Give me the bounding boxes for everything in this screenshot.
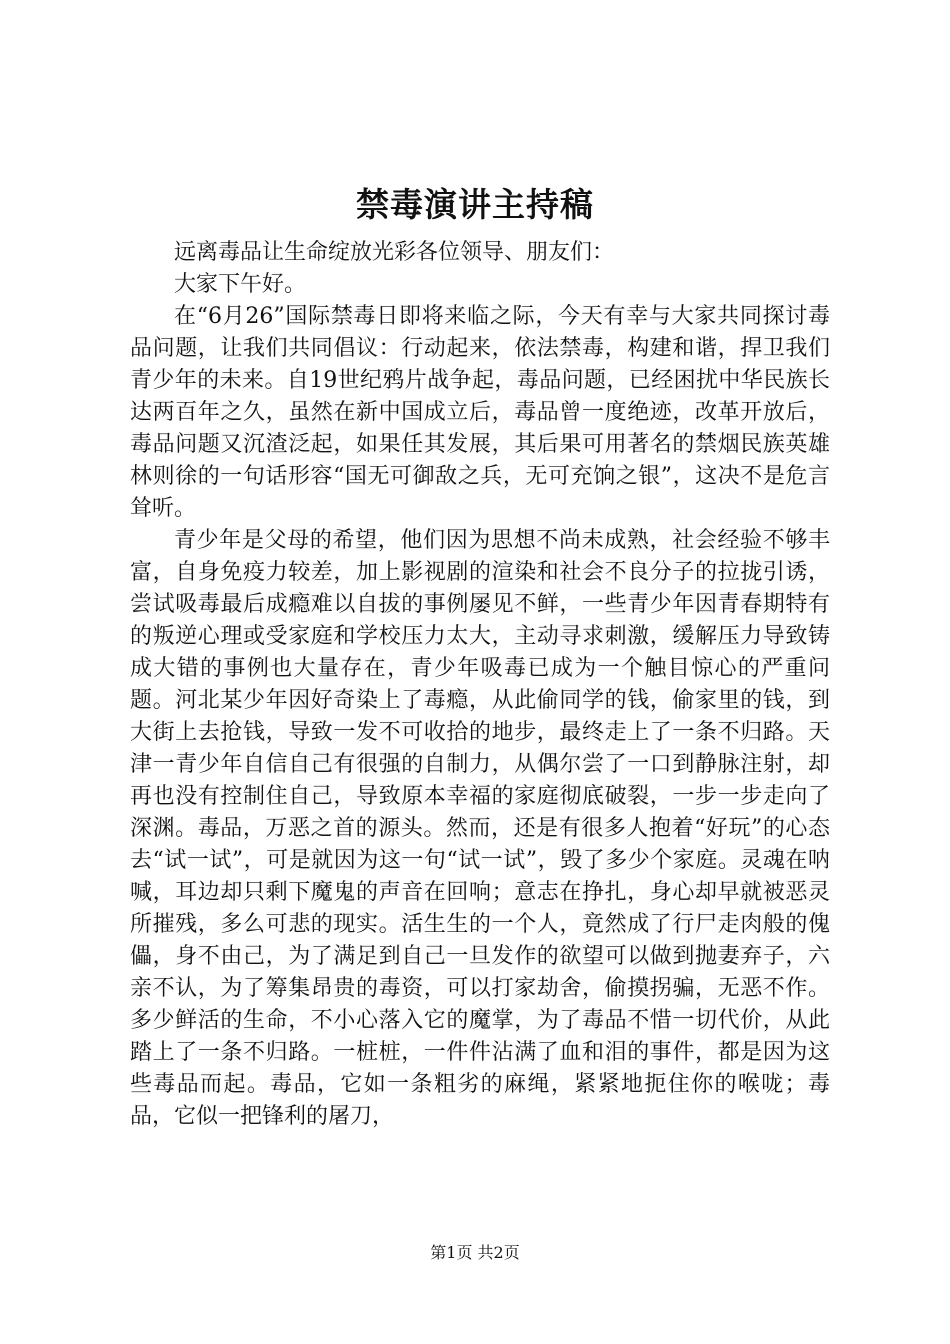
document-title: 禁毒演讲主持稿 [356, 185, 594, 224]
paragraph-intro: 在“6月26”国际禁毒日即将来临之际，今天有幸与大家共同探讨毒品问题，让我们共同倡议：行动起来，依法禁毒，构建和谐，捍卫我们青少年的未来。自19世纪鸦片战争起，毒品问题，已经困扰中华民族长达两百年之久，虽然在新中国成立后，毒品曾一度绝迹，改革开放后，毒品问题又沉渣泛起，如果任其发展，其后果可用著名的禁烟民族英雄林则徐的一句话形容“国无可御敌之兵，无可充饷之银”，这决不是危言耸听。 [130, 304, 830, 521]
paragraph-subtitle-greeting: 远离毒品让生命绽放光彩各位领导、朋友们： [174, 240, 615, 265]
paragraph-youth: 青少年是父母的希望，他们因为思想不尚未成熟，社会经验不够丰富，自身免疫力较差，加上影视剧的渲染和社会不良分子的拉拢引诱，尝试吸毒最后成瘾难以自拔的事例屡见不鲜，一些青少年因青春期特有的叛逆心理或受家庭和学校压力太大，主动寻求刺激，缓解压力导致铸成大错的事例也大量存在，青少年吸毒已成为一个触目惊心的严重问题。河北某少年因好奇染上了毒瘾，从此偷同学的钱，偷家里的钱，到大街上去抢钱，导致一发不可收拾的地步，最终走上了一条不归路。天津一青少年自信自己有很强的自制力，从偶尔尝了一口到静脉注射，却再也没有控制住自己，导致原本幸福的家庭彻底破裂，一步一步走向了深渊。毒品，万恶之首的源头。然而，还是有很多人抱着“好玩”的心态去“试一试”，可是就因为这一句“试一试”，毁了多少个家庭。灵魂在呐喊，耳边却只剩下魔鬼的声音在回响；意志在挣扎，身心却早就被恶灵所摧残，多么可悲的现实。活生生的一个人，竟然成了行尸走肉般的傀儡，身不由己，为了满足到自己一旦发作的欲望可以做到抛妻弃子，六亲不认，为了筹集昂贵的毒资，可以打家劫舍，偷摸拐骗，无恶不作。多少鲜活的生命，不小心落入它的魔掌，为了毒品不惜一切代价，从此踏上了一条不归路。一桩桩，一件件沾满了血和泪的事件，都是因为这些毒品而起。毒品，它如一条粗劣的麻绳，紧紧地扼住你的喉咙；毒品，它似一把锋利的屠刀， [130, 528, 830, 1129]
paragraph-salutation: 大家下午好。 [174, 272, 307, 297]
document-body [130, 237, 830, 1133]
page-number-footer: 第1页 共2页 [430, 1243, 520, 1262]
